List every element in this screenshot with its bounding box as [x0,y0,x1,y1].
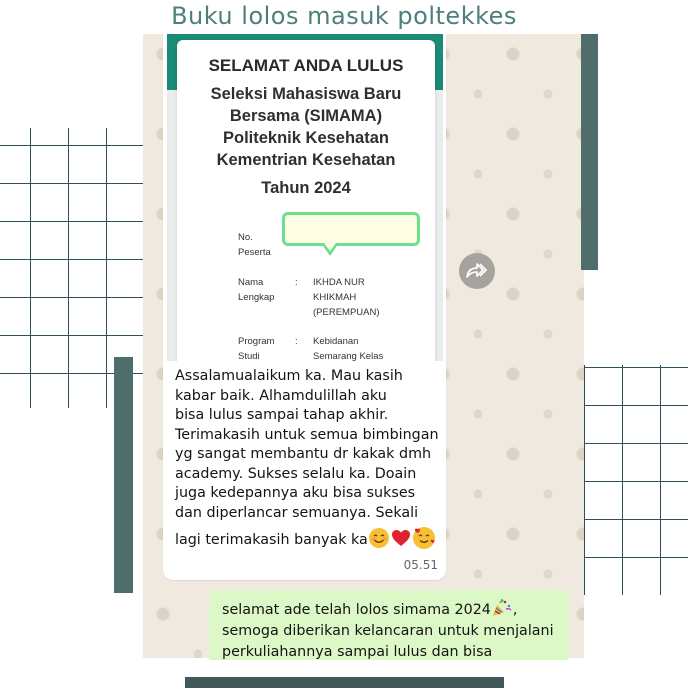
attachment-image[interactable] [167,34,443,361]
announcement-subtitle-line: Kementrian Kesehatan [216,151,396,169]
highlight-speech-tail-inner [324,243,336,251]
message-line: Assalamualaikum ka. Mau kasih [175,368,403,384]
forward-arrow-icon [466,262,488,280]
outgoing-message-punctuation: , [512,602,518,618]
nama-value: IKHDA NUR [313,277,365,288]
program-colon: : [295,336,298,347]
message-line: lagi terimakasih banyak ka [175,532,368,548]
outgoing-message-line-text: selamat ade telah lolos simama 2024 [222,602,491,618]
message-line: juga kedepannya aku bisa sukses [175,485,416,501]
announcement-heading: SELAMAT ANDA LULUS [208,56,404,75]
outgoing-message-line: semoga diberikan kelancaran untuk menjalani [222,623,554,639]
message-line: kabar baik. Alhamdulillah aku [175,387,387,404]
incoming-message-text [175,367,440,551]
red-heart-icon [391,528,411,548]
outgoing-message-line: perkuliahannya sampai lulus dan bisa [222,644,493,660]
smiling-face-with-hearts-icon [413,527,435,549]
peserta-label: Peserta [238,247,271,258]
decorative-bar-right [581,34,598,270]
outgoing-message-text [222,598,567,660]
nama-value: (PEREMPUAN) [313,307,380,318]
message-line: academy. Sukses selalu ka. Doain [175,465,417,482]
message-line: bisa lulus sampai tahap akhir. [175,407,389,423]
nama-colon: : [295,277,298,288]
announcement-subtitle-line: Politeknik Kesehatan [223,129,389,147]
forward-button[interactable] [459,253,495,289]
announcement-card [177,40,435,361]
message-line-with-emojis [175,527,440,551]
message-line: yg sangat membantu dr kakak dmh [175,446,432,462]
message-line: dan diperlancar semuanya. Sekali [175,504,419,521]
program-value: Kebidanan [313,336,359,347]
decorative-bar-bottom [185,677,504,688]
nama-label: Lengkap [238,292,275,303]
message-line: Terimakasih untuk semua bimbingan [175,426,439,443]
decorative-bar-left [114,357,133,593]
page-title: Buku lolos masuk poltekkes [171,2,517,30]
announcement-subtitle-line: Seleksi Mahasiswa Baru [210,85,402,103]
announcement-year: Tahun 2024 [261,179,351,197]
announcement-subtitle-line: Bersama (SIMAMA) [229,107,383,125]
decorative-grid-right [584,365,688,595]
smiling-face-icon [369,528,389,548]
message-timestamp: 05.51 [403,558,438,572]
highlight-speech-box [282,212,420,246]
party-popper-icon [491,598,513,618]
nama-value: KHIKMAH [313,292,357,303]
peserta-label: No. [238,232,253,243]
program-label: Studi [238,351,260,361]
program-label: Program [238,336,275,347]
program-value: Semarang Kelas [313,351,384,361]
outgoing-message-bubble[interactable] [209,590,568,660]
outgoing-message-line [222,598,567,621]
nama-label: Nama [238,277,264,288]
